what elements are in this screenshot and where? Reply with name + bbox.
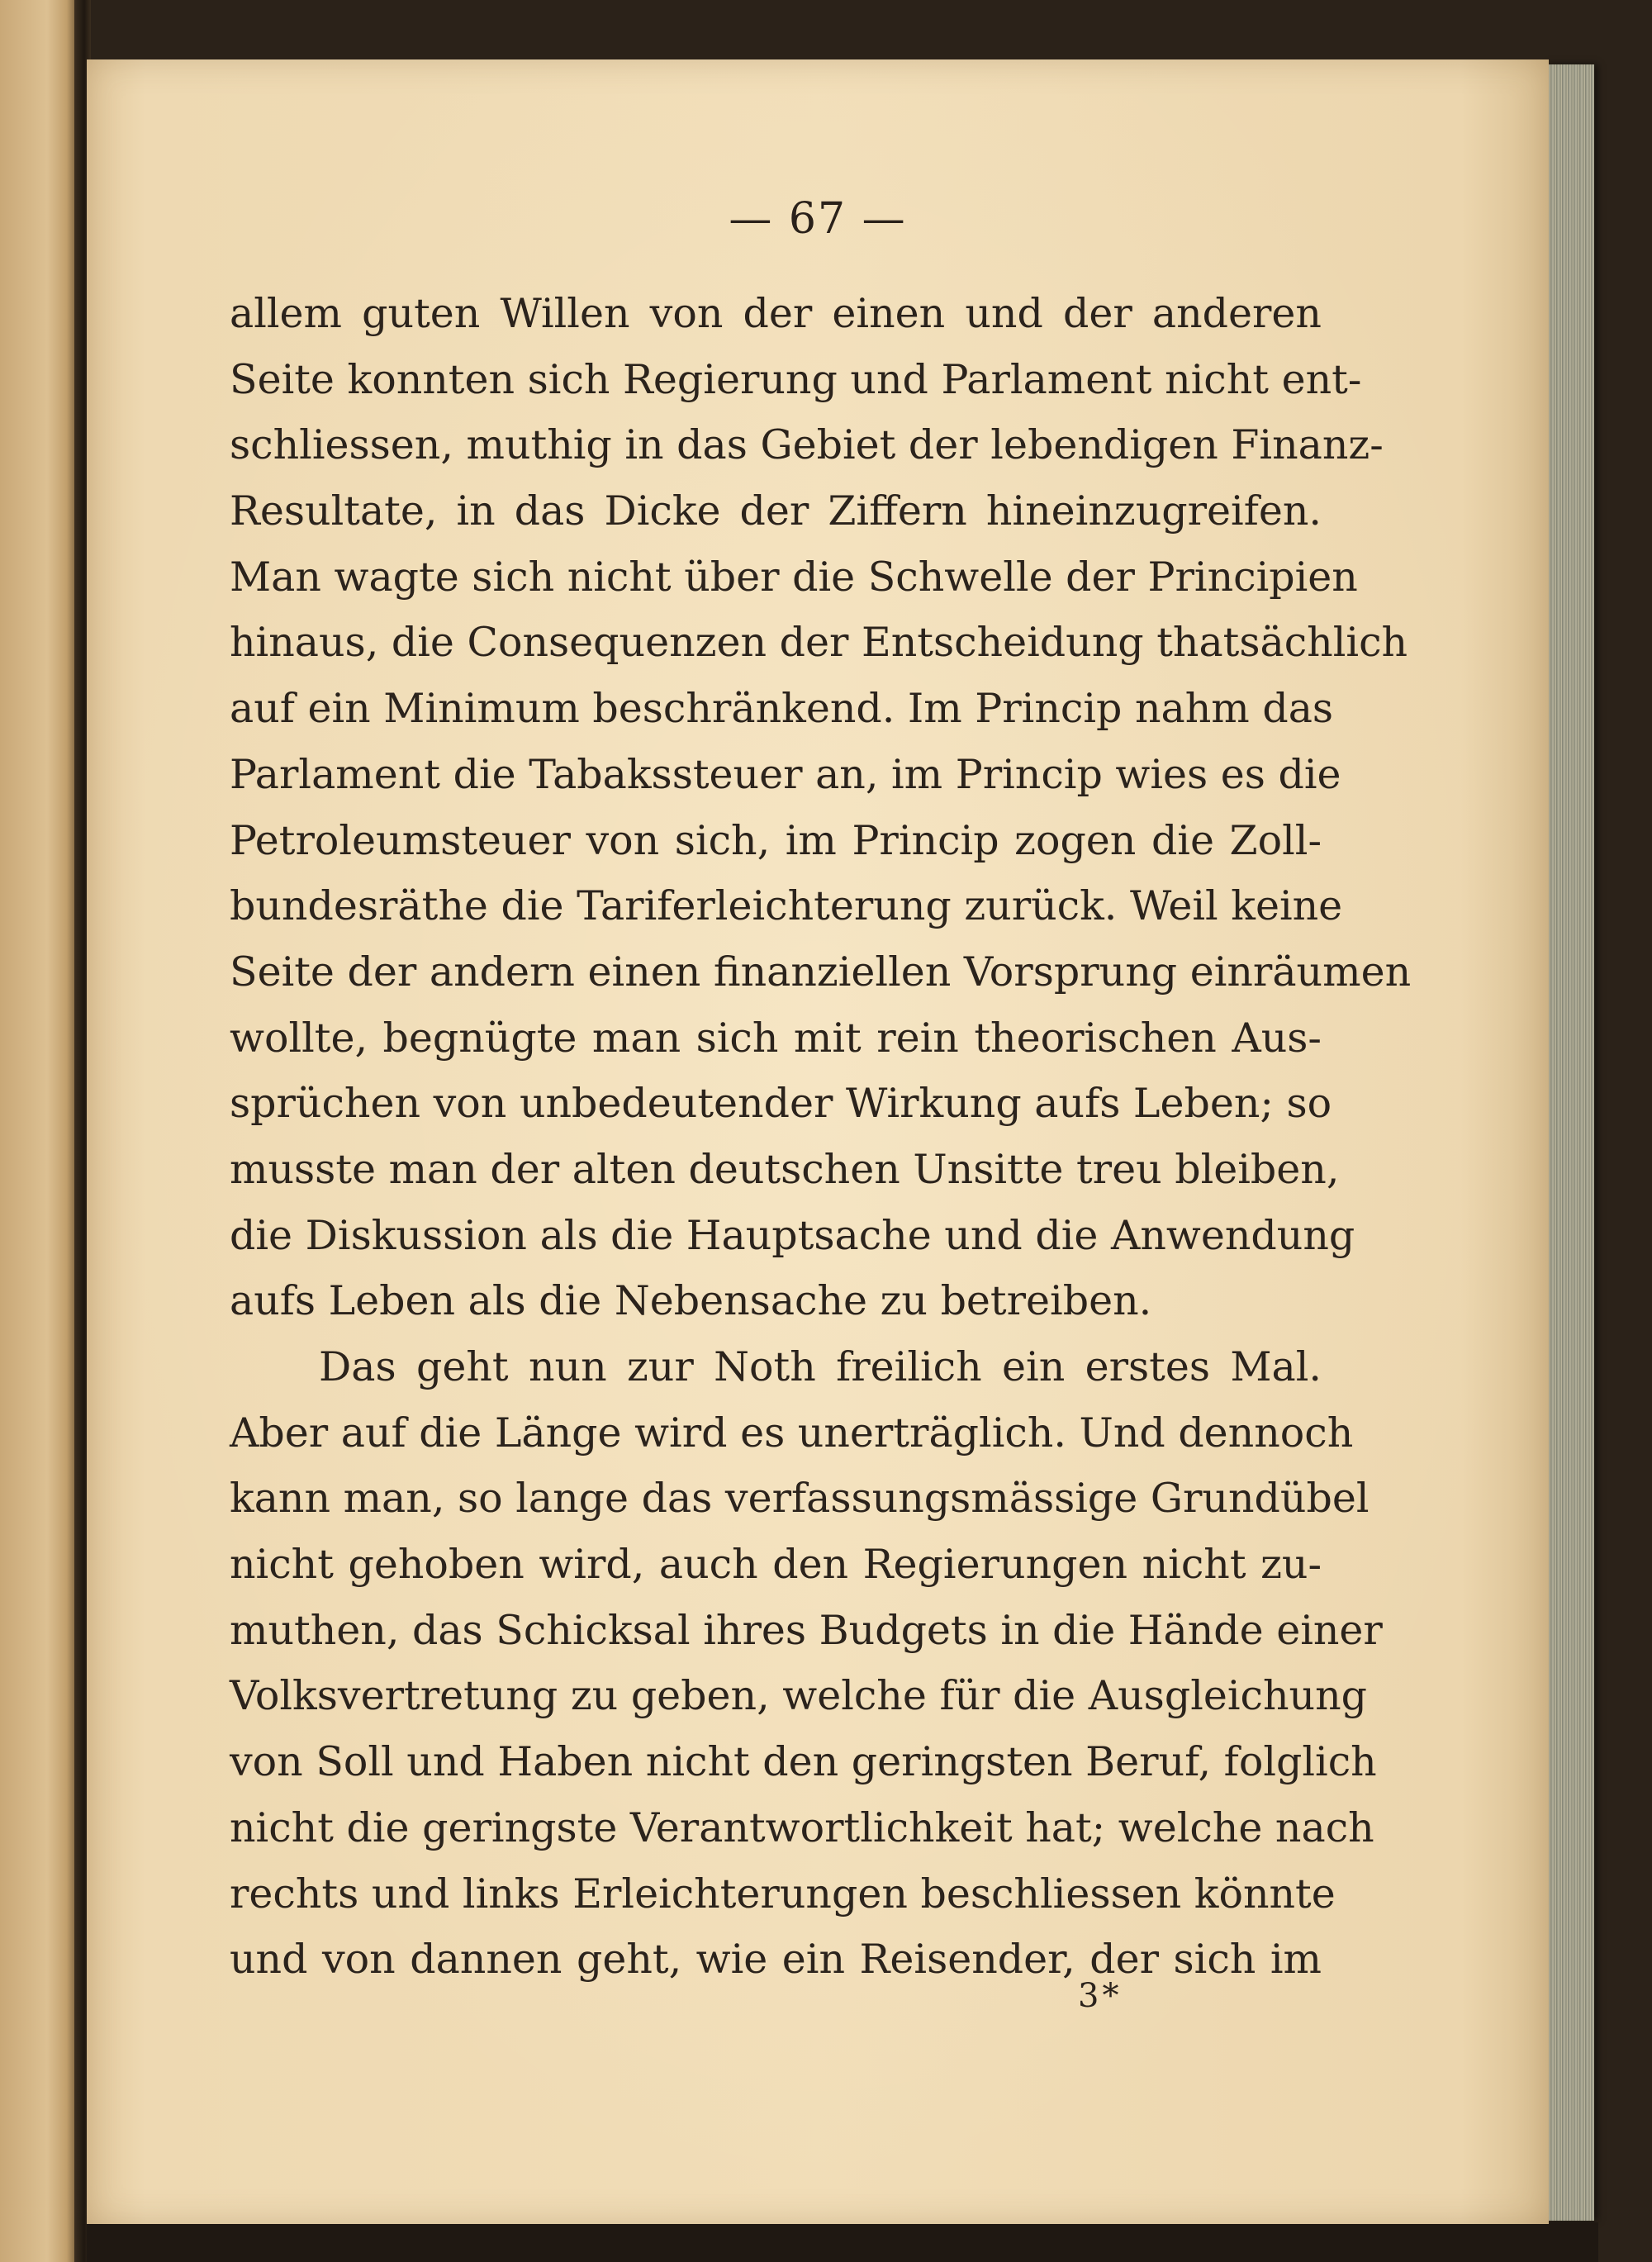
text-line: nicht gehoben wird, auch den Regierungen nicht zu- xyxy=(230,1541,1322,1589)
text-line: Volksvertretung zu geben, welche für die Ausgleichung xyxy=(230,1672,1368,1720)
bottom-shadow xyxy=(87,2222,1598,2262)
text-line: kann man, so lange das verfassungsmässige Grundübel xyxy=(230,1475,1370,1523)
signature-mark: 3* xyxy=(1078,1977,1123,2015)
text-line: Aber auf die Länge wird es unerträglich. Und dennoch xyxy=(230,1409,1354,1457)
text-line: bundesräthe die Tariferleichterung zurück. Weil keine xyxy=(230,882,1343,930)
text-line: schliessen, muthig in das Gebiet der lebendigen Finanz- xyxy=(230,421,1384,469)
text-line: die Diskussion als die Hauptsache und die Anwendung xyxy=(230,1211,1355,1259)
text-line: Seite der andern einen finanziellen Vorsprung einräumen xyxy=(230,948,1412,996)
page-stack-edge xyxy=(1545,64,1594,2221)
text-line: musste man der alten deutschen Unsitte treu bleiben, xyxy=(230,1145,1340,1193)
text-line: Petroleumsteuer von sich, im Princip zogen die Zoll- xyxy=(230,816,1322,864)
text-line: Parlament die Tabakssteuer an, im Princip wies es die xyxy=(230,750,1341,798)
text-line: rechts und links Erleichterungen beschliessen könnte xyxy=(230,1870,1336,1917)
text-line: Resultate, in das Dicke der Ziffern hineinzugreifen. xyxy=(230,487,1322,535)
text-line: nicht die geringste Verantwortlichkeit hat; welche nach xyxy=(230,1803,1374,1851)
text-line: und von dannen geht, wie ein Reisender, der sich im xyxy=(230,1936,1322,1984)
text-line: hinaus, die Consequenzen der Entscheidung thatsächlich xyxy=(230,619,1408,667)
text-line: auf ein Minimum beschränkend. Im Princip nahm das xyxy=(230,685,1334,733)
text-line-paragraph-start: Das geht nun zur Noth freilich ein erstes Mal. xyxy=(319,1343,1322,1390)
left-page-edge xyxy=(0,0,78,2262)
text-line: sprüchen von unbedeutender Wirkung aufs Leben; so xyxy=(230,1080,1332,1128)
text-line: Seite konnten sich Regierung und Parlament nicht ent- xyxy=(230,355,1362,403)
text-line: Man wagte sich nicht über die Schwelle der Principien xyxy=(230,553,1358,601)
text-line: wollte, begnügte man sich mit rein theorischen Aus- xyxy=(230,1014,1322,1062)
text-line-paragraph-end: aufs Leben als die Nebensache zu betreiben. xyxy=(230,1277,1152,1325)
page-number: — 67 — xyxy=(729,194,907,244)
text-body xyxy=(230,281,1412,1993)
text-line: von Soll und Haben nicht den geringsten Beruf, folglich xyxy=(230,1738,1377,1786)
text-line: muthen, das Schicksal ihres Budgets in die Hände einer xyxy=(230,1606,1383,1654)
text-line: allem guten Willen von der einen und der anderen xyxy=(230,290,1322,337)
